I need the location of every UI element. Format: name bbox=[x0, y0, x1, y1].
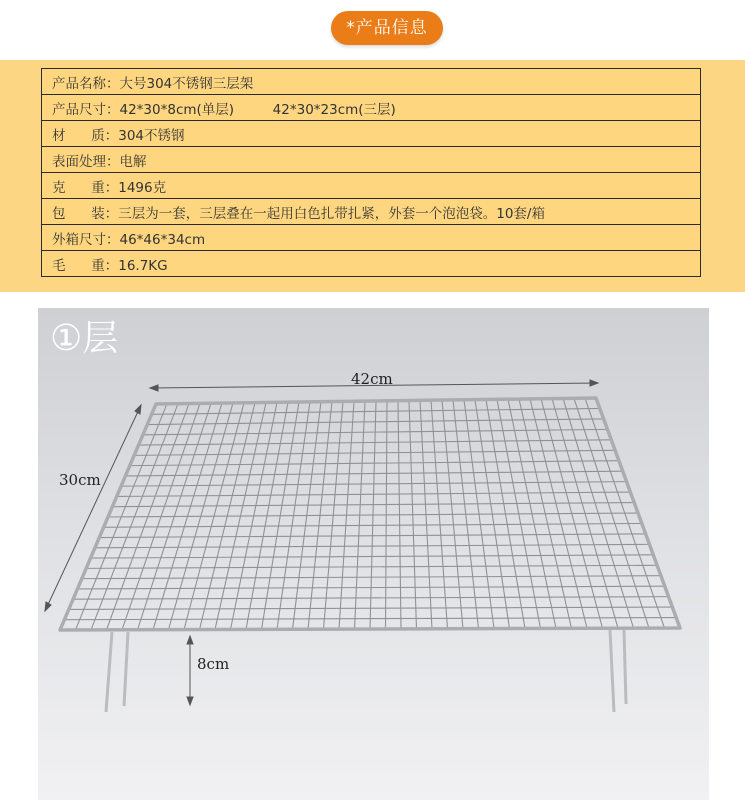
rack-legs bbox=[106, 630, 626, 712]
spec-cell-weight: 克 重：1496克 bbox=[42, 173, 701, 199]
depth-dimension-label: 30cm bbox=[59, 471, 101, 489]
layer-label: ①层 bbox=[50, 318, 119, 359]
width-dimension-label: 42cm bbox=[351, 370, 393, 388]
spec-cell-material: 材 质：304不锈钢 bbox=[42, 121, 701, 147]
spec-cell-surface: 表面处理：电解 bbox=[42, 147, 701, 173]
rack-frame bbox=[60, 398, 680, 630]
spec-cell-size: 产品尺寸：42*30*8cm(单层) 42*30*23cm(三层) bbox=[42, 95, 701, 121]
wire-grid bbox=[64, 398, 676, 630]
spec-cell-gross: 毛 重：16.7KG bbox=[42, 251, 701, 277]
spec-cell-carton: 外箱尺寸：46*46*34cm bbox=[42, 225, 701, 251]
spec-cell-packing: 包 装：三层为一套，三层叠在一起用白色扎带扎紧，外套一个泡泡袋。10套/箱 bbox=[42, 199, 701, 225]
product-info-header: *产品信息 bbox=[331, 11, 443, 45]
height-dimension-label: 8cm bbox=[197, 655, 230, 673]
spec-cell-name: 产品名称：大号304不锈钢三层架 bbox=[42, 69, 701, 95]
